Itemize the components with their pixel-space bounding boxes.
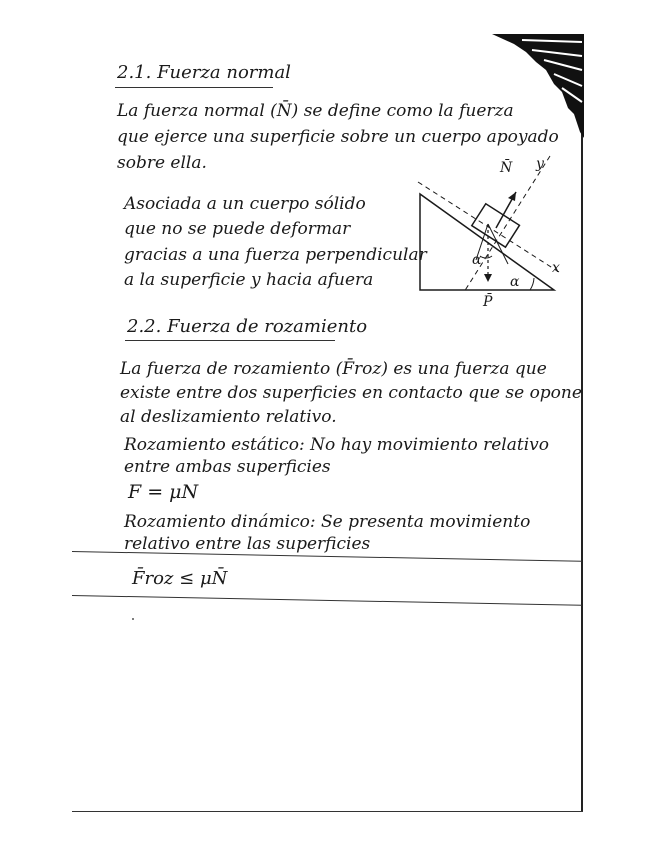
heading-underline: [115, 87, 273, 88]
association-line-3: gracias a una fuerza perpendicular: [124, 245, 427, 265]
y-axis-dashed: [464, 156, 550, 292]
weight-arrowhead: [484, 274, 492, 282]
page-bottom-edge: [72, 811, 583, 812]
label-normal: N̄: [500, 160, 513, 176]
label-y-axis: y: [536, 156, 544, 172]
label-weight: P̄: [483, 294, 493, 310]
association-line-4: a la superficie y hacia afuera: [124, 270, 374, 290]
ink-dot: [132, 618, 134, 620]
normal-force-definition-line-3: sobre ella.: [117, 153, 207, 173]
section-heading-friction-force: 2.2. Fuerza de rozamiento: [127, 316, 368, 337]
friction-definition-line-1: La fuerza de rozamiento (F̄roz) es una fuerza que: [120, 359, 547, 379]
label-x-axis: x: [552, 260, 560, 276]
friction-definition-line-2: existe entre dos superficies en contacto que se opone: [120, 383, 582, 403]
block: [472, 204, 520, 247]
static-friction-line-1: Rozamiento estático: No hay movimiento relativo: [124, 435, 549, 455]
section-heading-normal-force: 2.1. Fuerza normal: [117, 62, 291, 83]
dynamic-friction-line-2: relativo entre las superficies: [124, 534, 371, 554]
dynamic-friction-line-1: Rozamiento dinámico: Se presenta movimiento: [124, 512, 531, 532]
base-angle-arc: [530, 278, 534, 290]
static-friction-line-2: entre ambas superficies: [124, 457, 331, 477]
label-angle-block: α: [472, 252, 482, 268]
association-line-1: Asociada a un cuerpo sólido: [124, 194, 366, 214]
ruled-line-2: [72, 595, 582, 606]
label-angle-base: α: [510, 274, 520, 290]
dynamic-friction-formula: F̄roz ≤ μN̄: [132, 568, 228, 589]
normal-force-definition-line-1: La fuerza normal (N̄) se define como la fuerza: [117, 101, 514, 121]
page-right-edge: [581, 42, 583, 812]
heading-underline-2: [125, 340, 335, 341]
association-line-2: que no se puede deformar: [124, 219, 351, 239]
friction-definition-line-3: al deslizamiento relativo.: [120, 407, 337, 427]
normal-force-definition-line-2: que ejerce una superficie sobre un cuerpo apoyado: [117, 127, 559, 147]
normal-arrowhead: [508, 192, 516, 201]
inclined-plane-diagram: [412, 152, 572, 312]
static-friction-formula: F = μN: [128, 481, 199, 503]
